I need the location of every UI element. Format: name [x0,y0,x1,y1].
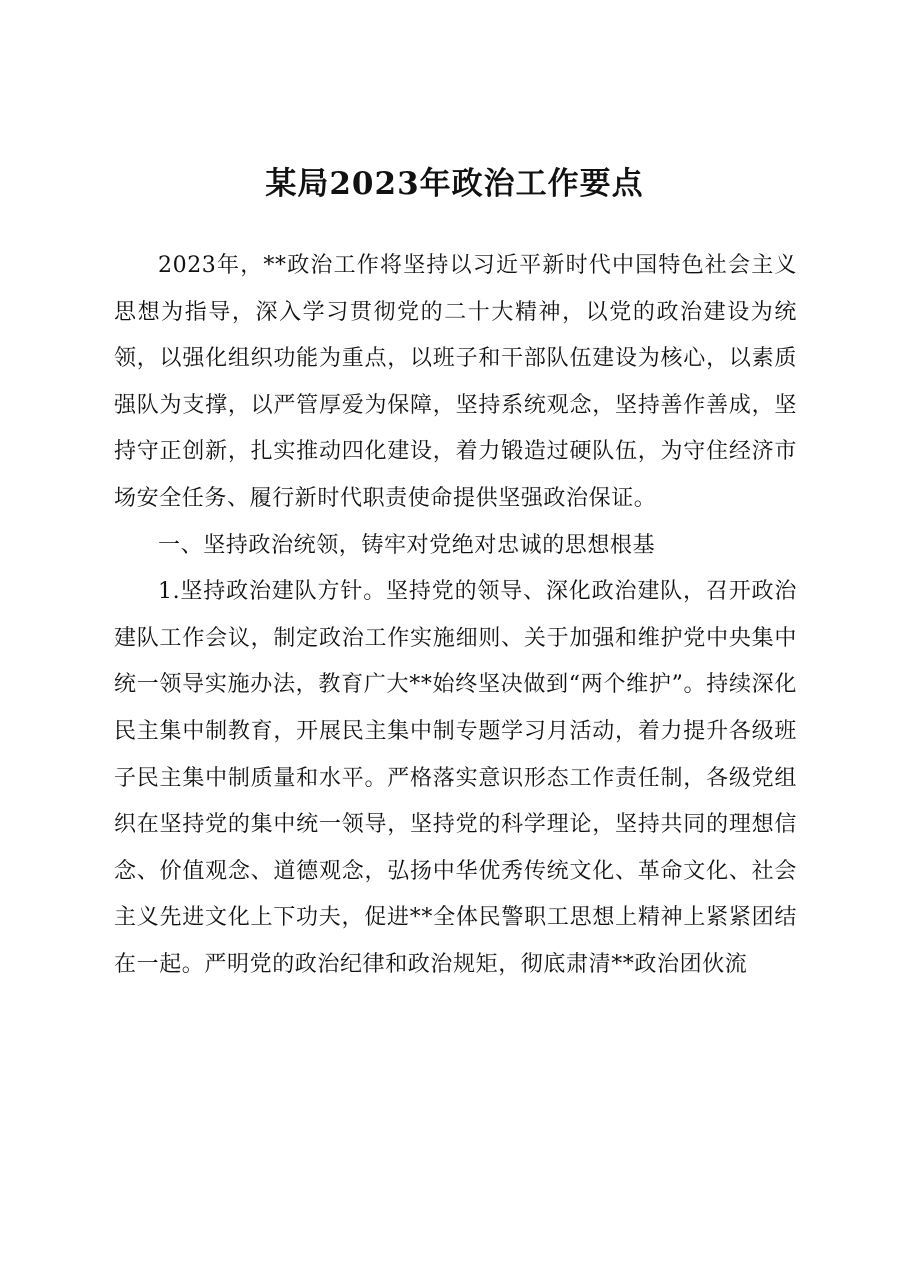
document-title: 某局2023年政治工作要点 [265,166,644,202]
section-heading-1: 一、坚持政治统领，铸牢对党绝对忠诚的思想根基 [158,532,656,558]
document-body [114,243,797,989]
item-paragraph-1: 1.坚持政治建队方针。坚持党的领导、深化政治建队，召开政治建队工作会议，制定政治工作实施细则、关于加强和维护党中央集中统一领导实施办法，教育广大**始终坚决做到“两个维护”。持续深化民主集中制教育，开展民主集中制专题学习月活动，着力提升各级班子民主集中制质量和水平。严格落实意识形态工作责任制，各级党组织在坚持党的集中统一领导，坚持党的科学理论，坚持共同的理想信念、价值观念、道德观念，弘扬中华优秀传统文化、革命文化、社会主义先进文化上下功夫，促进**全体民警职工思想上精神上紧紧团结在一起。严明党的政治纪律和政治规矩，彻底肃清**政治团伙流 [114,579,797,977]
intro-paragraph: 2023年，**政治工作将坚持以习近平新时代中国特色社会主义思想为指导，深入学习贯彻党的二十大精神，以党的政治建设为统领，以强化组织功能为重点，以班子和干部队伍建设为核心，以素质强队为支撑，以严管厚爱为保障，坚持系统观念，坚持善作善成，坚持守正创新，扎实推动四化建设，着力锻造过硬队伍，为守住经济市场安全任务、履行新时代职责使命提供坚强政治保证。 [114,253,797,511]
